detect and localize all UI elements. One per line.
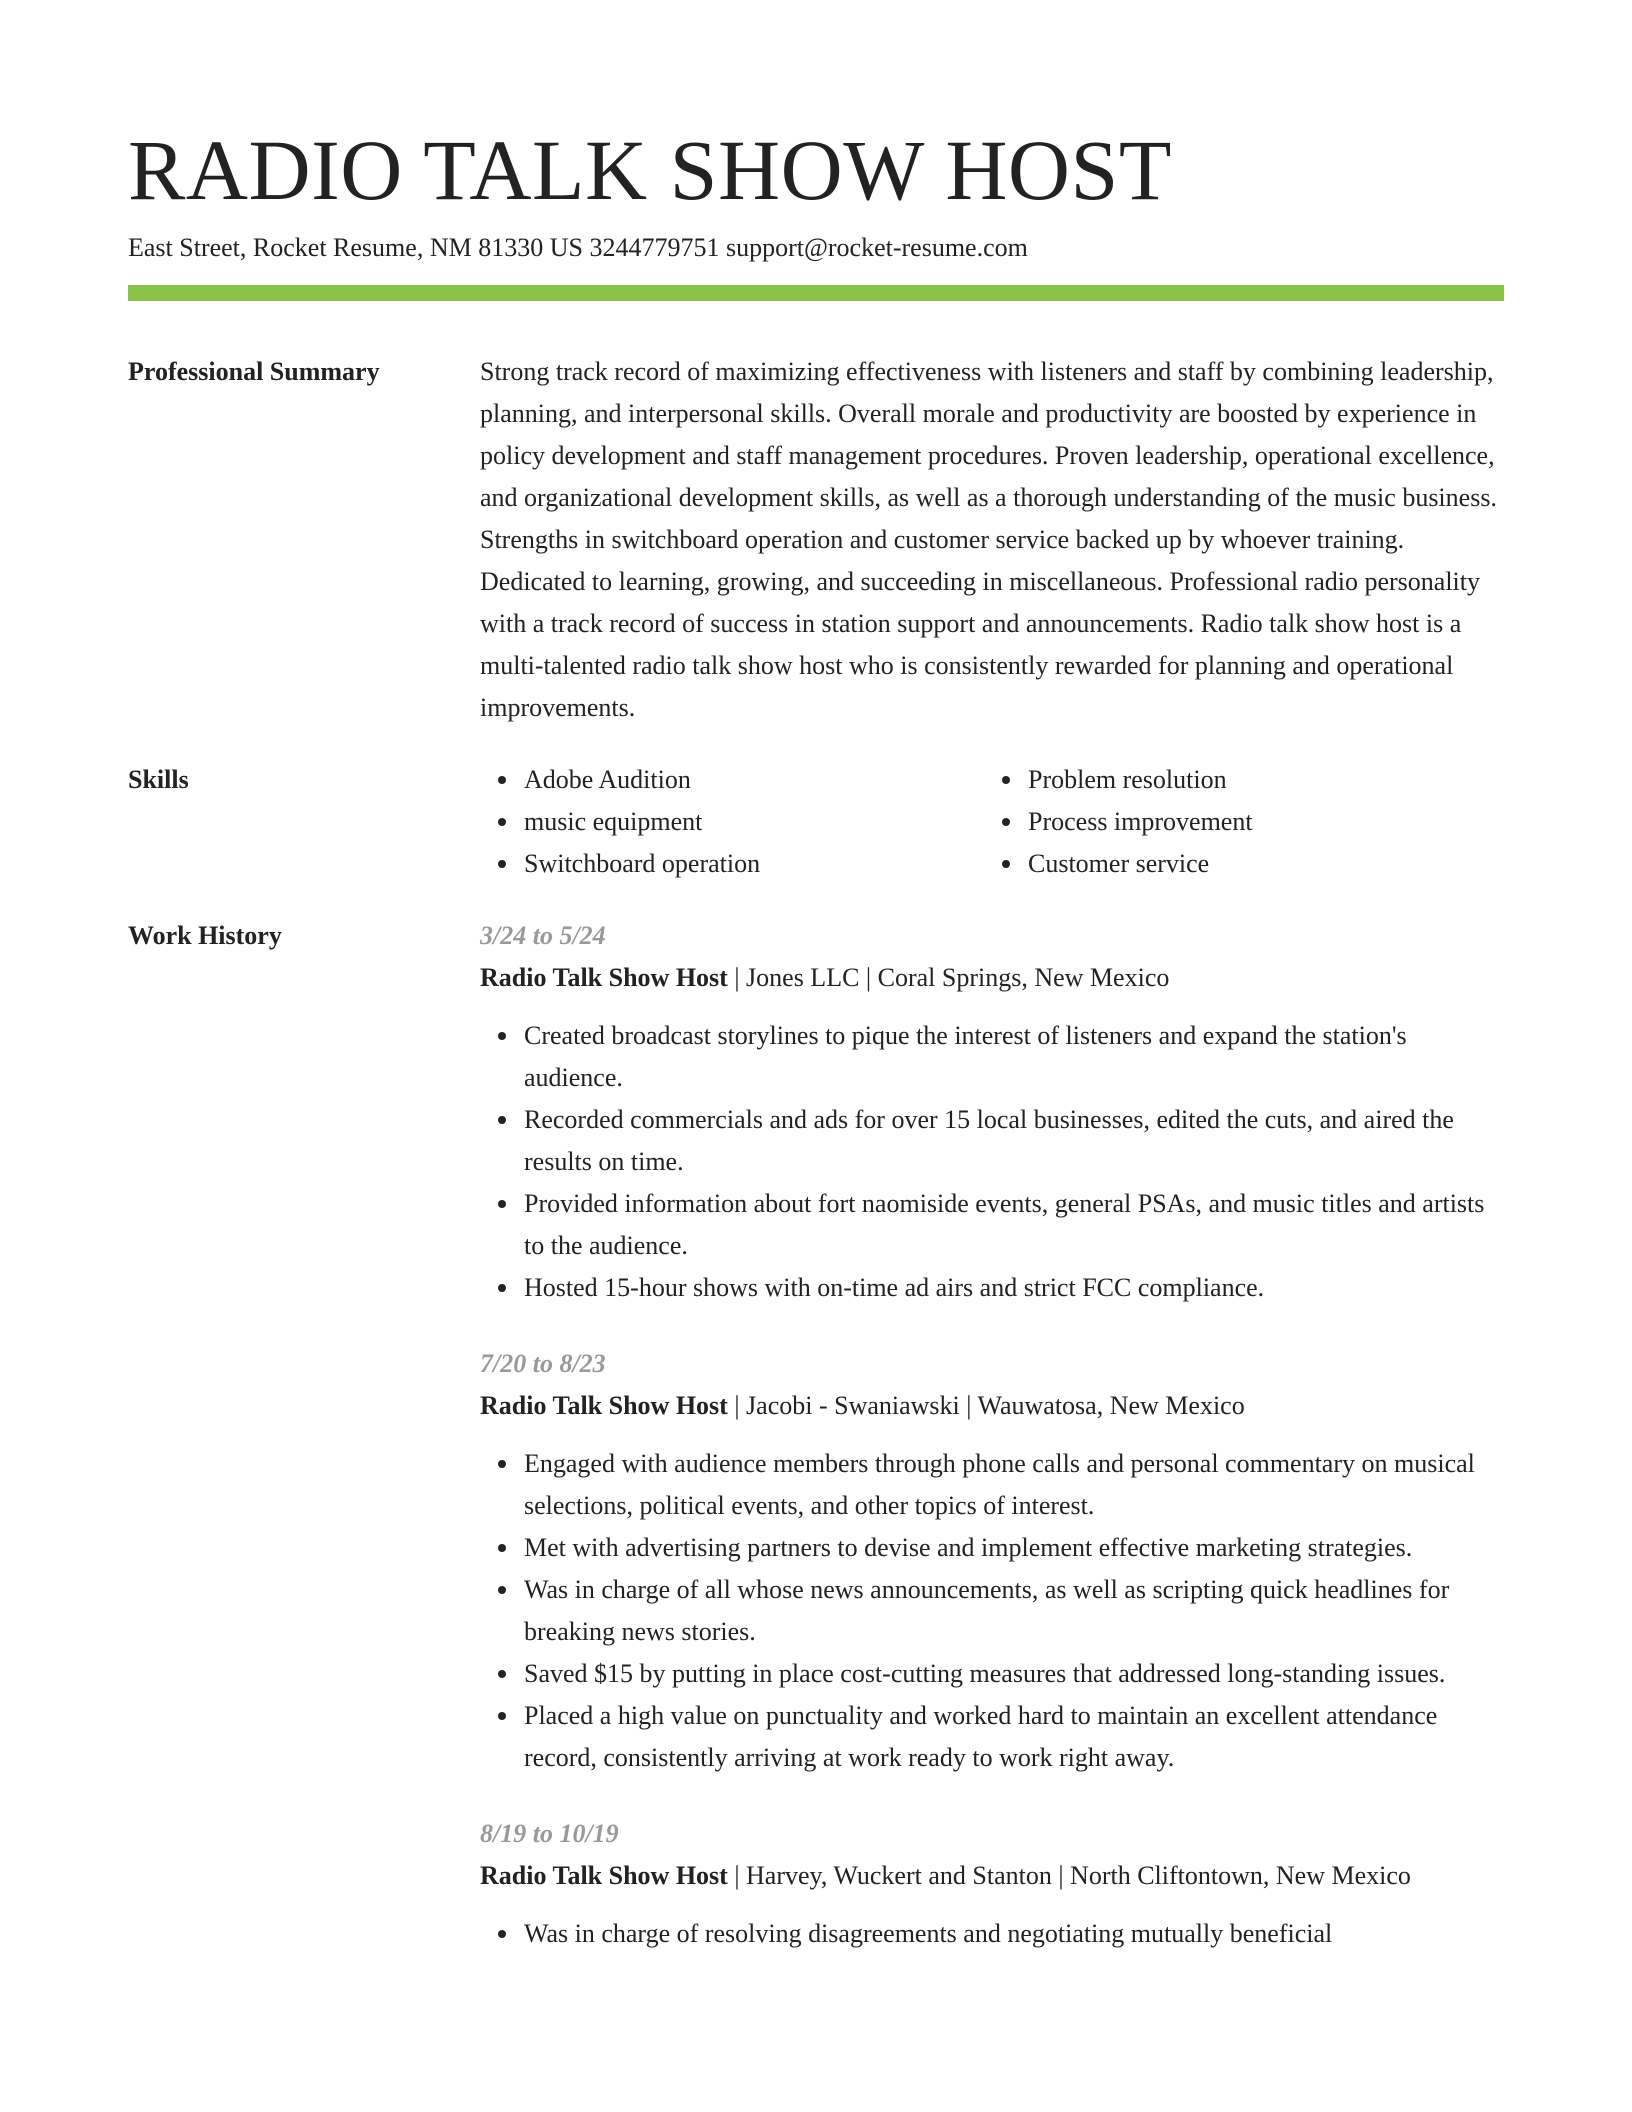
job-bullet: Met with advertising partners to devise and implement effective marketing strategies.	[524, 1527, 1504, 1569]
job-bullet: Was in charge of resolving disagreements and negotiating mutually beneficial	[524, 1913, 1504, 1955]
job-bullet: Engaged with audience members through phone calls and personal commentary on musical selections, political events, and other topics of interest.	[524, 1443, 1504, 1527]
job-bullet: Saved $15 by putting in place cost-cutting measures that addressed long-standing issues.	[524, 1653, 1504, 1695]
job-dates: 7/20 to 8/23	[480, 1349, 606, 1378]
skill-item: Customer service	[1028, 843, 1488, 885]
resume-name: RADIO TALK SHOW HOST	[128, 122, 1172, 218]
skill-item: Problem resolution	[1028, 759, 1488, 801]
job-title: Radio Talk Show Host	[480, 1861, 728, 1890]
job-heading	[480, 957, 1504, 999]
job-bullet: Hosted 15-hour shows with on-time ad airs and strict FCC compliance.	[524, 1267, 1504, 1309]
job-details: | Jacobi - Swaniawski | Wauwatosa, New Mexico	[727, 1391, 1245, 1420]
job-title: Radio Talk Show Host	[480, 1391, 728, 1420]
job-title: Radio Talk Show Host	[480, 963, 728, 992]
job-dates: 8/19 to 10/19	[480, 1819, 619, 1848]
job-heading	[480, 1385, 1504, 1427]
resume-page	[128, 120, 1504, 1989]
job-bullet: Was in charge of all whose news announcements, as well as scripting quick headlines for breaking news stories.	[524, 1569, 1504, 1653]
job-details: | Jones LLC | Coral Springs, New Mexico	[727, 963, 1170, 992]
summary-text: Strong track record of maximizing effectiveness with listeners and staff by combining leadership, planning, and interpersonal skills. Overall morale and productivity are boosted by experience in policy development and staff management procedures. Proven leadership, operational excellence, and organizational development skills, as well as a thorough understanding of the music business. Strengths in switchboard operation and customer service backed up by whoever training. Dedicated to learning, growing, and succeeding in miscellaneous. Professional radio personality with a track record of success in station support and announcements. Radio talk show host is a multi-talented radio talk show host who is consistently rewarded for planning and operational improvements.	[480, 357, 1497, 722]
job-details: | Harvey, Wuckert and Stanton | North Cliftontown, New Mexico	[727, 1861, 1411, 1890]
skill-item: music equipment	[524, 801, 984, 843]
accent-divider	[128, 285, 1504, 301]
job-entry	[480, 915, 1504, 1309]
section-label-skills: Skills	[128, 765, 189, 794]
skill-item: Process improvement	[1028, 801, 1488, 843]
job-bullets	[480, 1443, 1504, 1779]
skills-section	[128, 759, 1504, 885]
job-heading	[480, 1855, 1504, 1897]
summary-section	[128, 351, 1504, 729]
skills-columns	[480, 759, 1504, 885]
job-bullets	[480, 1913, 1504, 1955]
job-entry	[480, 1343, 1504, 1779]
skill-item: Adobe Audition	[524, 759, 984, 801]
job-bullet: Placed a high value on punctuality and worked hard to maintain an excellent attendance record, consistently arriving at work ready to work right away.	[524, 1695, 1504, 1779]
job-bullet: Created broadcast storylines to pique the interest of listeners and expand the station's audience.	[524, 1015, 1504, 1099]
job-bullets	[480, 1015, 1504, 1309]
section-label-work: Work History	[128, 921, 282, 950]
section-label-summary: Professional Summary	[128, 357, 380, 386]
work-history-section	[128, 915, 1504, 1989]
skills-list-left	[480, 759, 984, 885]
job-bullet: Recorded commercials and ads for over 15 local businesses, edited the cuts, and aired the results on time.	[524, 1099, 1504, 1183]
work-history-body	[480, 915, 1504, 1989]
skill-item: Switchboard operation	[524, 843, 984, 885]
contact-line: East Street, Rocket Resume, NM 81330 US 3244779751 support@rocket-resume.com	[128, 233, 1028, 262]
job-dates: 3/24 to 5/24	[480, 921, 606, 950]
job-bullet: Provided information about fort naomiside events, general PSAs, and music titles and artists to the audience.	[524, 1183, 1504, 1267]
skills-list-right	[984, 759, 1488, 885]
job-entry	[480, 1813, 1504, 1955]
